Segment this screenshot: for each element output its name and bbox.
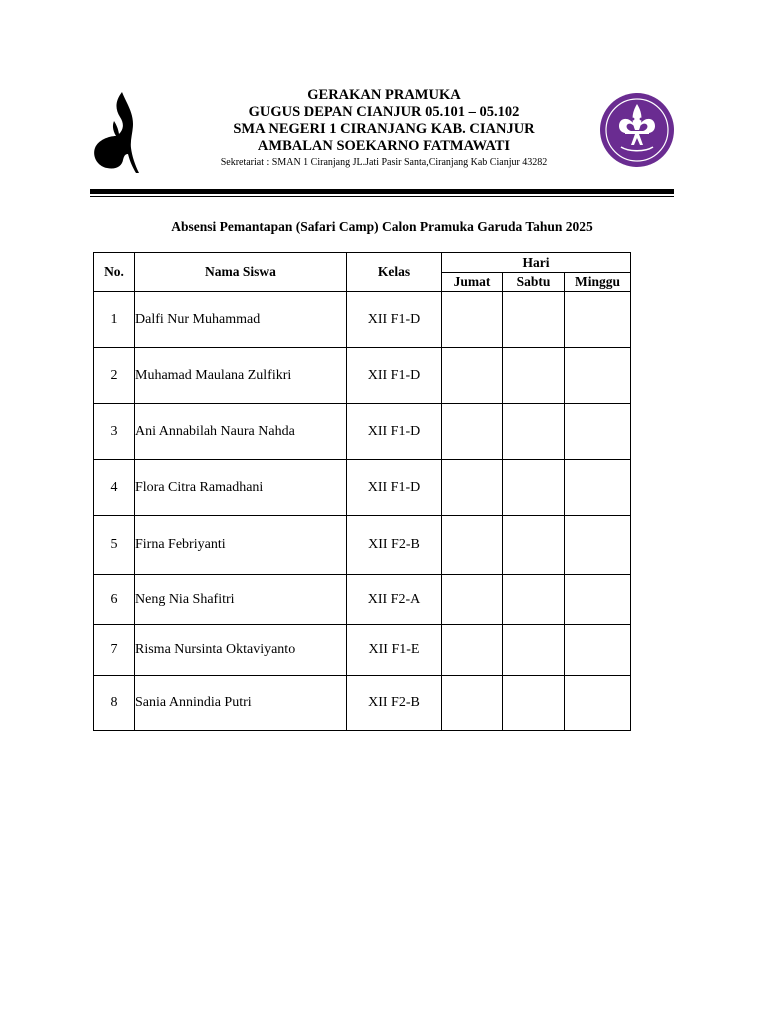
student-name: Sania Annindia Putri xyxy=(135,676,347,731)
student-class: XII F2-B xyxy=(347,676,442,731)
attendance-sabtu xyxy=(503,404,565,460)
attendance-table xyxy=(93,252,631,731)
attendance-minggu xyxy=(565,292,631,348)
row-number: 7 xyxy=(94,625,135,676)
attendance-sabtu xyxy=(503,292,565,348)
ambalan-name: AMBALAN SOEKARNO FATMAWATI xyxy=(257,138,511,154)
student-class: XII F1-D xyxy=(347,460,442,516)
row-number: 2 xyxy=(94,348,135,404)
header-sabtu: Sabtu xyxy=(503,273,565,292)
table-row xyxy=(94,676,631,731)
attendance-jumat xyxy=(442,460,503,516)
attendance-minggu xyxy=(565,516,631,575)
gugus-depan: GUGUS DEPAN CIANJUR 05.101 – 05.102 xyxy=(248,104,520,120)
student-name: Muhamad Maulana Zulfikri xyxy=(135,348,347,404)
header-hari: Hari xyxy=(442,253,631,273)
row-number: 3 xyxy=(94,404,135,460)
header-minggu: Minggu xyxy=(565,273,631,292)
header-jumat: Jumat xyxy=(442,273,503,292)
attendance-sabtu xyxy=(503,575,565,625)
attendance-sabtu xyxy=(503,516,565,575)
table-row xyxy=(94,348,631,404)
attendance-jumat xyxy=(442,348,503,404)
student-class: XII F1-D xyxy=(347,348,442,404)
tunas-kelapa-logo-icon xyxy=(88,88,144,176)
table-row xyxy=(94,404,631,460)
attendance-sabtu xyxy=(503,676,565,731)
attendance-jumat xyxy=(442,292,503,348)
document-title: Absensi Pemantapan (Safari Camp) Calon Pramuka Garuda Tahun 2025 xyxy=(171,219,593,234)
table-row xyxy=(94,575,631,625)
student-name: Neng Nia Shafitri xyxy=(135,575,347,625)
attendance-minggu xyxy=(565,575,631,625)
student-class: XII F1-D xyxy=(347,292,442,348)
header-divider-thin xyxy=(90,196,674,197)
table-row xyxy=(94,292,631,348)
attendance-jumat xyxy=(442,575,503,625)
letterhead xyxy=(180,87,588,170)
student-class: XII F2-B xyxy=(347,516,442,575)
table-row xyxy=(94,460,631,516)
student-name: Ani Annabilah Naura Nahda xyxy=(135,404,347,460)
header-kelas: Kelas xyxy=(347,253,442,292)
table-row xyxy=(94,625,631,676)
header-divider-thick xyxy=(90,189,674,194)
student-name: Risma Nursinta Oktaviyanto xyxy=(135,625,347,676)
row-number: 8 xyxy=(94,676,135,731)
secretariat-address: Sekretariat : SMAN 1 Ciranjang JL.Jati Pasir Santa,Ciranjang Kab Cianjur 43282 xyxy=(220,157,548,168)
attendance-sabtu xyxy=(503,348,565,404)
row-number: 1 xyxy=(94,292,135,348)
scout-emblem-icon xyxy=(597,90,677,170)
student-class: XII F2-A xyxy=(347,575,442,625)
student-name: Dalfi Nur Muhammad xyxy=(135,292,347,348)
row-number: 5 xyxy=(94,516,135,575)
header-no: No. xyxy=(94,253,135,292)
row-number: 4 xyxy=(94,460,135,516)
attendance-minggu xyxy=(565,404,631,460)
student-class: XII F1-E xyxy=(347,625,442,676)
attendance-jumat xyxy=(442,625,503,676)
student-class: XII F1-D xyxy=(347,404,442,460)
attendance-sabtu xyxy=(503,460,565,516)
org-name: GERAKAN PRAMUKA xyxy=(307,87,461,103)
header-nama-siswa: Nama Siswa xyxy=(135,253,347,292)
attendance-jumat xyxy=(442,516,503,575)
attendance-jumat xyxy=(442,404,503,460)
attendance-minggu xyxy=(565,625,631,676)
row-number: 6 xyxy=(94,575,135,625)
school-name: SMA NEGERI 1 CIRANJANG KAB. CIANJUR xyxy=(233,121,535,137)
attendance-minggu xyxy=(565,676,631,731)
attendance-sabtu xyxy=(503,625,565,676)
table-row xyxy=(94,516,631,575)
attendance-minggu xyxy=(565,348,631,404)
attendance-jumat xyxy=(442,676,503,731)
student-name: Flora Citra Ramadhani xyxy=(135,460,347,516)
student-name: Firna Febriyanti xyxy=(135,516,347,575)
attendance-minggu xyxy=(565,460,631,516)
